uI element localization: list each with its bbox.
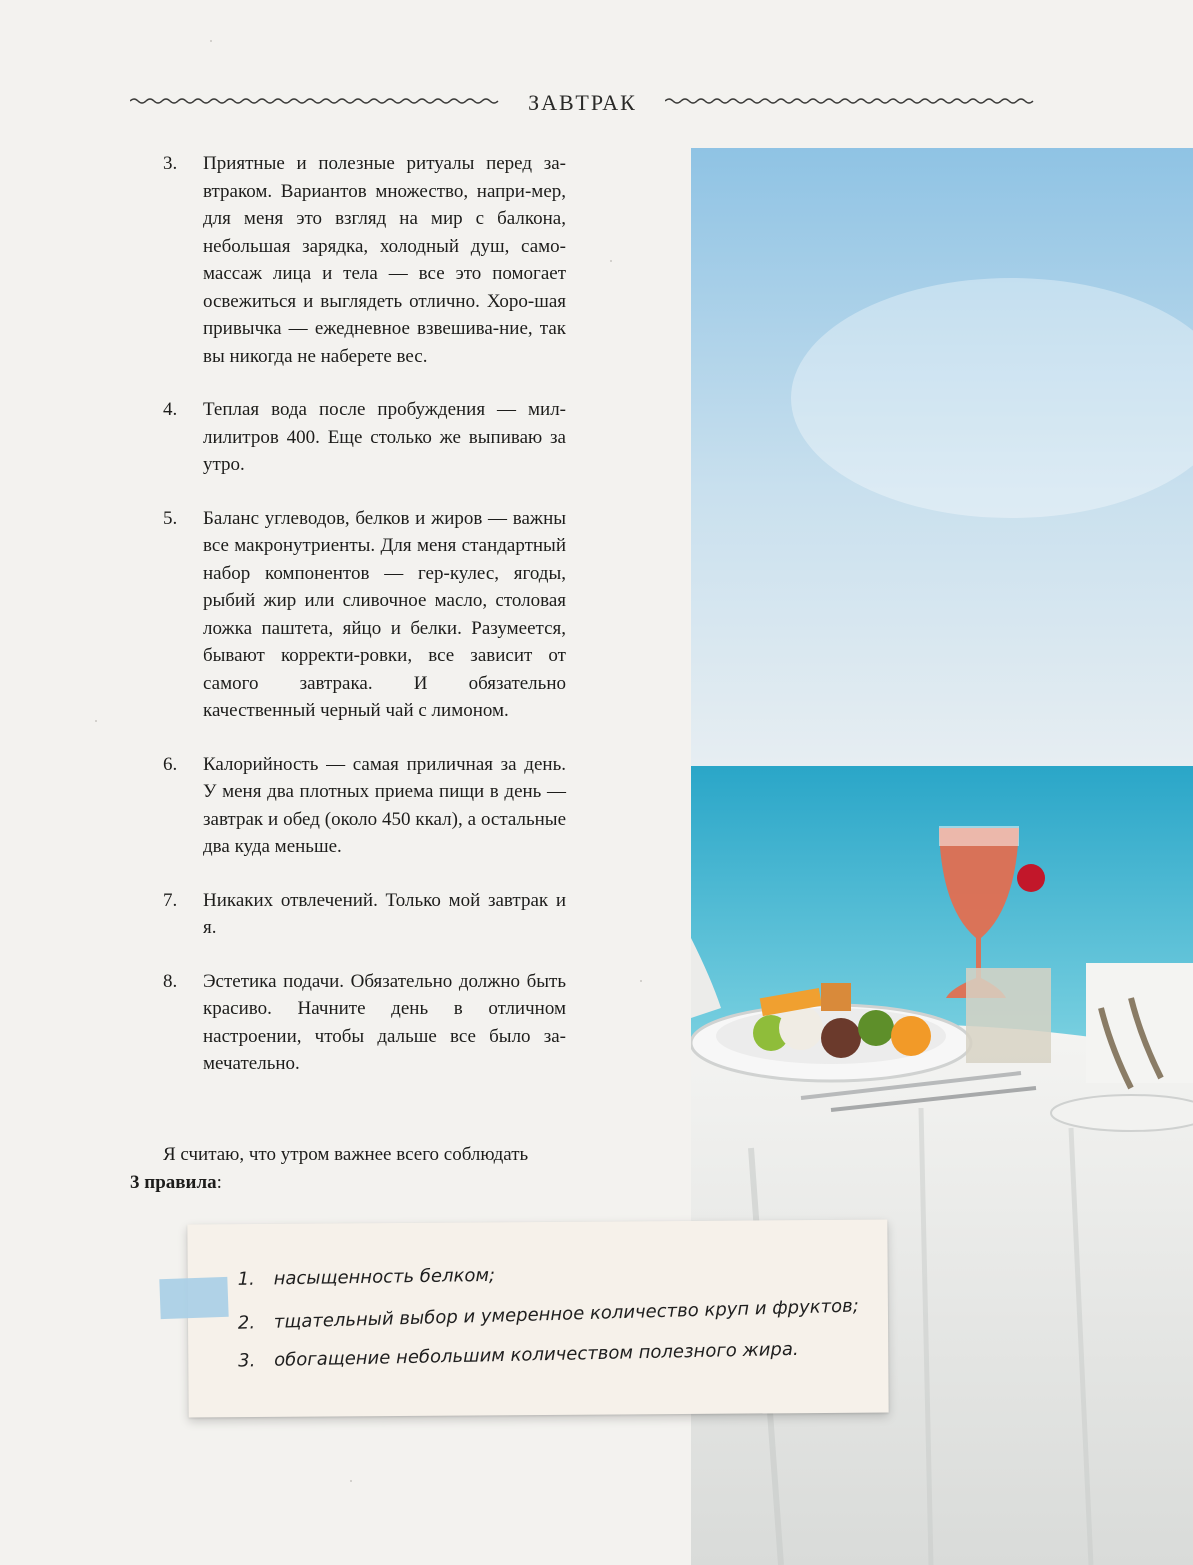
item-text: Приятные и полезные ритуалы перед за-втраком. Вариантов множество, напри-мер, для меня это взгляд на мир с балкона, небольшая зарядка, холодный душ, само-массаж лица и тела — все это помогает освежиться и выглядеть отлично. Хоро-шая привычка — ежедневное взвешива-ние, так вы никогда не наберете вес.	[203, 153, 566, 367]
item-number: 5.	[163, 507, 178, 529]
paper-speck	[210, 40, 212, 42]
item-text: Баланс углеводов, белков и жиров — важны все макронутриенты. Для меня стандартный набор компонентов — гер-кулес, ягоды, рыбий жир или сливочное масло, столовая ложка паштета, яйцо и белки. Разумеется, бывают корректи-ровки, все зависит от самого завтрака. И обязательно качественный черный чай с лимоном.	[203, 507, 566, 721]
rule-text: насыщенность белком;	[273, 1264, 496, 1290]
section-header	[130, 88, 1035, 118]
paper-speck	[640, 980, 642, 982]
wave-divider-left	[130, 94, 500, 108]
rule-number: 3.	[237, 1350, 256, 1372]
page-title: ЗАВТРАК	[528, 90, 637, 115]
list-item	[163, 968, 566, 1078]
rules-intro	[130, 1141, 566, 1196]
item-text: Калорийность — самая приличная за день. У меня два плотных приема пищи в день — завтрак и обед (около 450 ккал), а остальные два куда меньше.	[203, 753, 566, 857]
paper-speck	[350, 1480, 352, 1482]
intro-text: Я считаю, что утром важнее всего соблюдать	[163, 1144, 529, 1165]
item-number: 4.	[163, 399, 178, 420]
list-item	[163, 751, 566, 861]
intro-bold: 3 правила	[130, 1171, 217, 1193]
intro-suffix: :	[216, 1171, 222, 1193]
wave-divider-right	[665, 94, 1035, 108]
rules-note-card	[187, 1220, 888, 1418]
numbered-list	[163, 150, 566, 1104]
list-item	[163, 150, 566, 370]
list-item	[163, 887, 566, 942]
item-text: Теплая вода после пробуждения — мил-лилитров 400. Еще столько же выпиваю за утро.	[203, 399, 566, 475]
paper-speck	[610, 260, 612, 262]
rule-number: 1.	[237, 1268, 255, 1290]
item-number: 7.	[163, 889, 178, 911]
rule-text: обогащение небольшим количеством полезного жира.	[273, 1338, 799, 1371]
item-text: Никаких отвлечений. Только мой завтрак и я.	[203, 889, 566, 938]
item-text: Эстетика подачи. Обязательно должно быть красиво. Начните день в отличном настроении, чтобы дальше все было за-мечательно.	[203, 970, 566, 1074]
list-item	[163, 505, 566, 725]
list-item	[163, 396, 566, 479]
tape-strip	[159, 1277, 228, 1319]
paper-speck	[95, 720, 97, 722]
rule-text: тщательный выбор и умеренное количество круп и фруктов;	[273, 1295, 860, 1333]
rules-list	[238, 1262, 879, 1386]
item-number: 6.	[163, 753, 178, 775]
item-number: 3.	[163, 153, 178, 174]
rule-number: 2.	[237, 1312, 256, 1334]
item-number: 8.	[163, 970, 178, 992]
